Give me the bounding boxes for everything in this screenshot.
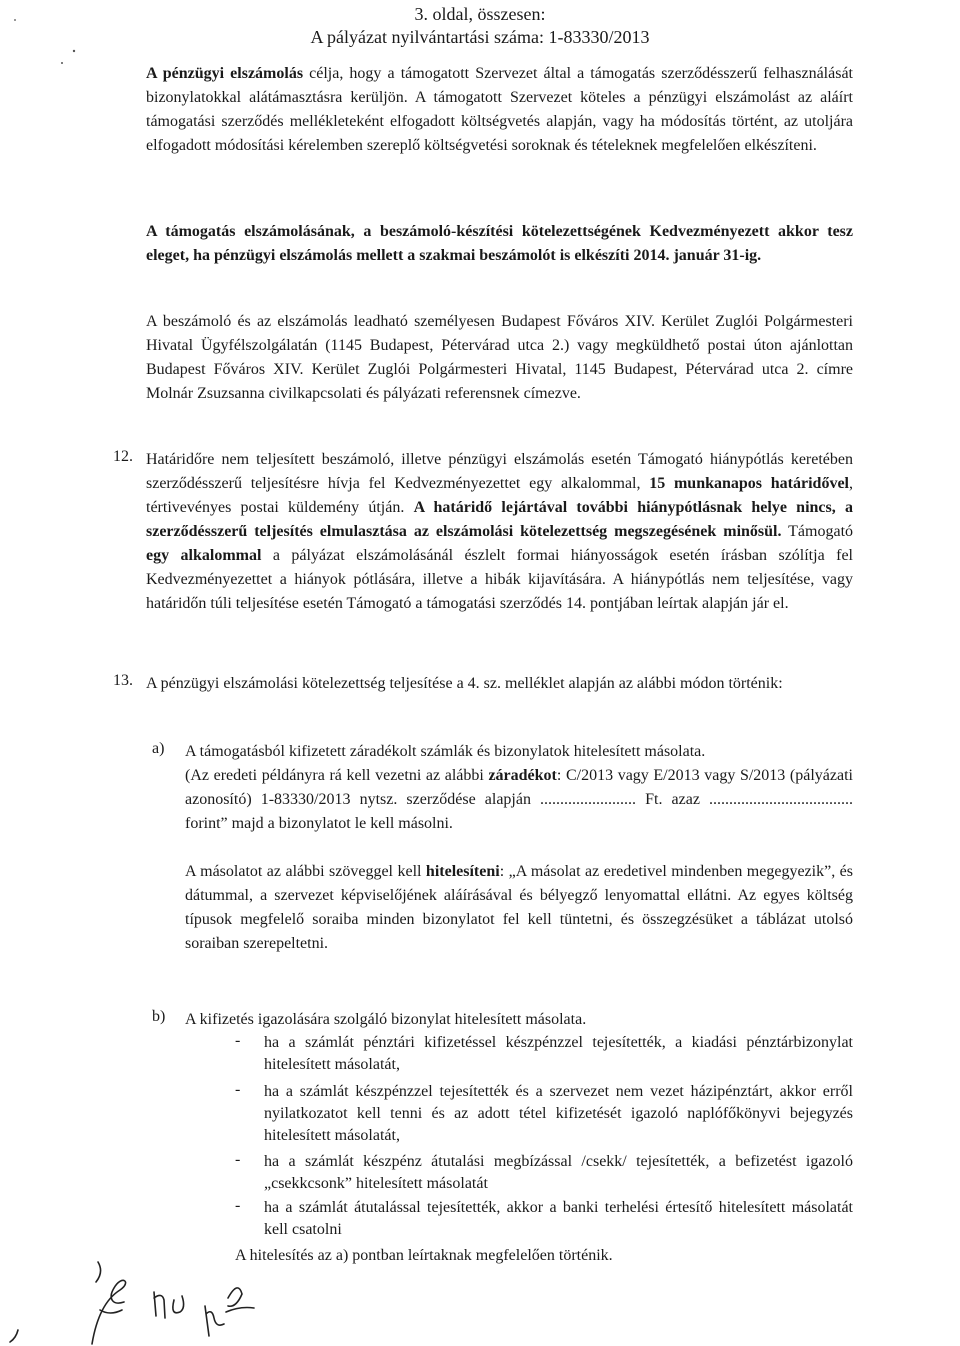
bullet-item: ha a számlát készpénz átutalási megbízással /csekk/ tejesítették, a befizetést igazoló „csekkcsonk” hitelesített másolatát [264,1153,853,1192]
handwritten-initials [0,1250,400,1346]
bullet-dash: - [235,1081,241,1098]
paragraph-submission: A beszámoló és az elszámolás leadható személyesen Budapest Főváros XIV. Kerület Zuglói Polgármesteri Hivatal Ügyfélszolgálatán (1145 Budapest, Pétervárad utca 2.) vagy megküldhető postai úton ajánlottan Budapest Főváros XIV. Kerület Zuglói Polgármesteri Hivatal, 1145 Budapest, Pétervárad utca 2. címre Molnár Zsuzsanna civilkapcsolati és pályázati referensnek címezve. [146,313,853,402]
item-12-bold: 15 munkanapos határidővel [649,475,849,492]
item-12-part: a pályázat elszámolásánál észlelt formai hiányosságok esetén írásban szólítja fel Kedvezményezettet a hiányok pótlására, illetve a hibák kijavítására. A hiánypótlás nem teljesítése, vagy határidőn túli teljesítése esetén Támogató a támogatási szerződés 14. pontjában leírtak alapján jár el. [146,547,853,612]
item-number-12: 12. [113,448,133,465]
item-12-bold: A határidő lejártával további hiánypótlásnak helye nincs, a szerződésszerű teljesítés elmulasztása az elszámolási kötelezettség megszegésének minősül. [146,499,853,540]
sub-label-a: a) [152,740,165,757]
sub-a-bold: hitelesíteni [425,863,500,880]
sub-label-b: b) [152,1008,166,1025]
bullet-item: ha a számlát pénztári kifizetéssel készpénzzel tejesítették, a kiadási pénztárbizonylat hitelesített másolatát, [264,1034,853,1073]
paragraph-text: célja, hogy a támogatott Szervezet által a támogatás szerződésszerű felhasználását bizonylatokkal alátámasztásra kerüljön. A támogatott Szervezet köteles a pénzügyi elszámolást az aláírt támogatási szerződés mellékleteként elfogadott költségvetés alapján, vagy ha módosítás történt, az utoljára elfogadott módosítási kérelemben szereplő költségvetési soroknak és tételeknek megfelelően elkészíteni. [146,65,853,154]
sub-a-part: A másolatot az alábbi szöveggel kell [185,863,426,880]
item-12-part: Határidőre nem teljesített beszámoló, illetve pénzügyi elszámolás esetén Támogató hiánypótlás keretében szerződésszerű teljesítésre hívja fel Kedvezményezettet egy alkalommal, [146,451,853,492]
item-13-text: A pénzügyi elszámolási kötelezettség teljesítése a 4. sz. melléklet alapján az alábbi módon történik: [146,675,783,692]
sub-a-line1: A támogatásból kifizetett záradékolt számlák és bizonylatok hitelesített másolata. [185,743,706,760]
item-12-part: Támogató [781,523,854,540]
bullet-item: ha a számlát átutalással tejesítették, akkor a banki terhelési értesítő hitelesített másolatát kell csatolni [264,1199,853,1238]
bullet-dash: - [235,1197,241,1214]
bullet-dash: - [235,1032,241,1049]
paragraph-report-deadline: A támogatás elszámolásának, a beszámoló-készítési kötelezettségének Kedvezményezett akkor tesz eleget, ha pénzügyi elszámolás mellett a szakmai beszámolót is elkészíti 2014. január 31-ig. [146,223,853,264]
item-12-part: , tértivevényes postai küldemény útján. [146,475,853,516]
application-number: A pályázat nyilvántartási száma: 1-83330/2013 [310,27,650,47]
sub-a-bold: záradékot [488,767,557,784]
sub-a-part: (Az eredeti példányra rá kell vezetni az alábbi [185,767,489,784]
sub-a-part: : „A másolat az eredetivel mindenben megegyezik”, és dátummal, a szervezet képviselőjének aláírásával és bélyegző lenyomattal ellátni. Az egyes költség típusok megfelelő soraiba minden bizonylatot fel kell tüntetni, és összegzésüket a táblázat utolsó soraiban szerepeltetni. [185,863,853,952]
sub-b-line1: A kifizetés igazolására szolgáló bizonylat hitelesített másolata. [185,1011,587,1028]
bullet-item: ha a számlát készpénzzel tejesítették és a szervezet nem vezet házipénztárt, akkor erről nyilatkozatot kell tenni és az adott tétel kifizetését igazoló naplófőkönyvi bejegyzés hitelesített másolatát, [264,1083,853,1144]
sub-a-part: : C/2013 vagy E/2013 vagy S/2013 (pályázati azonosító) 1-83330/2013 nytsz. szerződése alapján ........................ Ft. azaz .................................... forint” majd a bizonylatot le kell másolni. [185,767,853,832]
bullet-dash: - [235,1151,241,1168]
item-number-13: 13. [113,672,133,689]
item-12-bold: egy alkalommal [146,547,262,564]
sub-b-closing: A hitelesítés az a) pontban leírtaknak megfelelően történik. [235,1247,613,1264]
bold-lead: A pénzügyi elszámolás [146,65,304,82]
page-number: 3. oldal, összesen: [414,4,546,24]
